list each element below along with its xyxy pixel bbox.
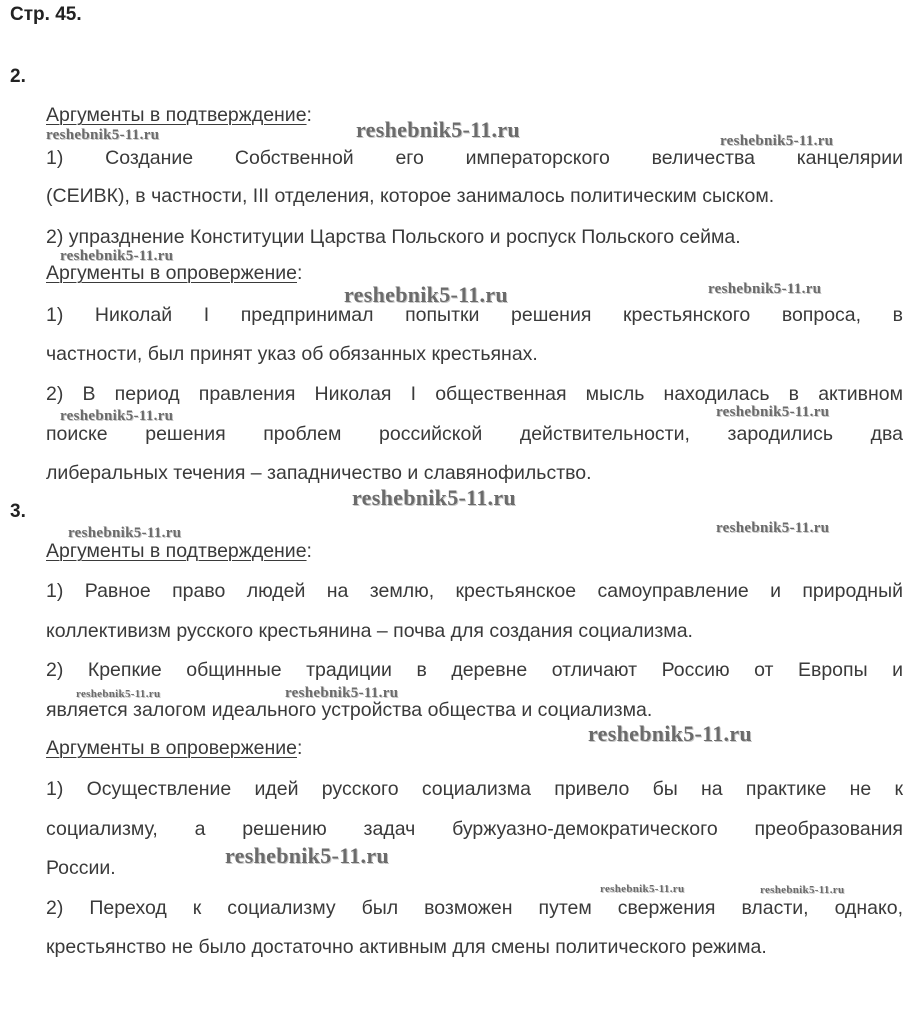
heading-colon: : (306, 104, 312, 126)
task-2-pro-2-line-1: 2) упразднение Конституции Царства Польского и роспуск Польского сейма. (46, 226, 741, 248)
heading-colon: : (296, 737, 303, 759)
watermark: reshebnik5-11.ru (720, 133, 834, 149)
task-3-con-2-line-1: 2) Переход к социализму был возможен путем свержения власти, однако, (46, 897, 903, 919)
page-title: Стр. 45. (10, 4, 82, 25)
heading-text: Аргументы в опровержение (46, 737, 297, 759)
watermark: reshebnik5-11.ru (708, 281, 822, 297)
heading-colon: : (306, 540, 312, 562)
task-3-con-2-line-2: крестьянство не было достаточно активным для смены политического режима. (46, 936, 767, 958)
task-2-number: 2. (10, 66, 26, 87)
watermark: reshebnik5-11.ru (60, 248, 174, 264)
task-2-heading-pro (46, 104, 312, 127)
task-2-con-1-line-2: частности, был принят указ об обязанных крестьянах. (46, 343, 538, 365)
task-3-number: 3. (10, 501, 26, 522)
task-2-pro-1-line-2: (СЕИВК), в частности, III отделения, которое занималось политическим сыском. (46, 185, 775, 207)
task-3-heading-con (46, 737, 302, 760)
watermark: reshebnik5-11.ru (60, 408, 174, 424)
task-3-pro-1-line-2: коллективизм русского крестьянина – почва для создания социализма. (46, 620, 693, 642)
watermark: reshebnik5-11.ru (356, 117, 520, 142)
task-3-pro-2-line-1: 2) Крепкие общинные традиции в деревне отличают Россию от Европы и (46, 659, 903, 681)
watermark: reshebnik5-11.ru (68, 525, 182, 541)
heading-text: Аргументы в опровержение (46, 262, 297, 284)
watermark: reshebnik5-11.ru (716, 404, 830, 420)
heading-colon: : (296, 262, 303, 284)
watermark: reshebnik5-11.ru (600, 883, 685, 895)
task-3-con-1-line-3: России. (46, 857, 116, 879)
watermark: reshebnik5-11.ru (716, 520, 830, 536)
task-3-heading-pro (46, 540, 312, 563)
watermark: reshebnik5-11.ru (225, 843, 389, 868)
watermark: reshebnik5-11.ru (46, 127, 160, 143)
task-2-con-2-line-2: поиске решения проблем российской действительности, зародились два (46, 423, 903, 445)
watermark: reshebnik5-11.ru (588, 721, 752, 746)
task-2-heading-con (46, 262, 302, 285)
task-2-con-2-line-3: либеральных течения – западничество и славянофильство. (46, 462, 592, 484)
watermark: reshebnik5-11.ru (76, 688, 161, 700)
task-3-con-1-line-1: 1) Осуществление идей русского социализма привело бы на практике не к (46, 778, 903, 800)
task-2-pro-1-line-1: 1) Создание Собственной его императорского величества канцелярии (46, 147, 903, 169)
task-2-con-2-line-1: 2) В период правления Николая I общественная мысль находилась в активном (46, 383, 903, 405)
task-3-con-1-line-2: социализму, а решению задач буржуазно-демократического преобразования (46, 818, 903, 840)
watermark: reshebnik5-11.ru (352, 485, 516, 510)
watermark: reshebnik5-11.ru (344, 282, 508, 307)
task-2-con-1-line-1: 1) Николай I предпринимал попытки решения крестьянского вопроса, в (46, 304, 903, 326)
task-3-pro-2-line-2: является залогом идеального устройства общества и социализма. (46, 699, 653, 721)
heading-text: Аргументы в подтверждение (46, 540, 307, 562)
heading-text: Аргументы в подтверждение (46, 104, 307, 126)
task-3-pro-1-line-1: 1) Равное право людей на землю, крестьянское самоуправление и природный (46, 580, 903, 602)
watermark: reshebnik5-11.ru (285, 685, 399, 701)
watermark: reshebnik5-11.ru (760, 884, 845, 896)
